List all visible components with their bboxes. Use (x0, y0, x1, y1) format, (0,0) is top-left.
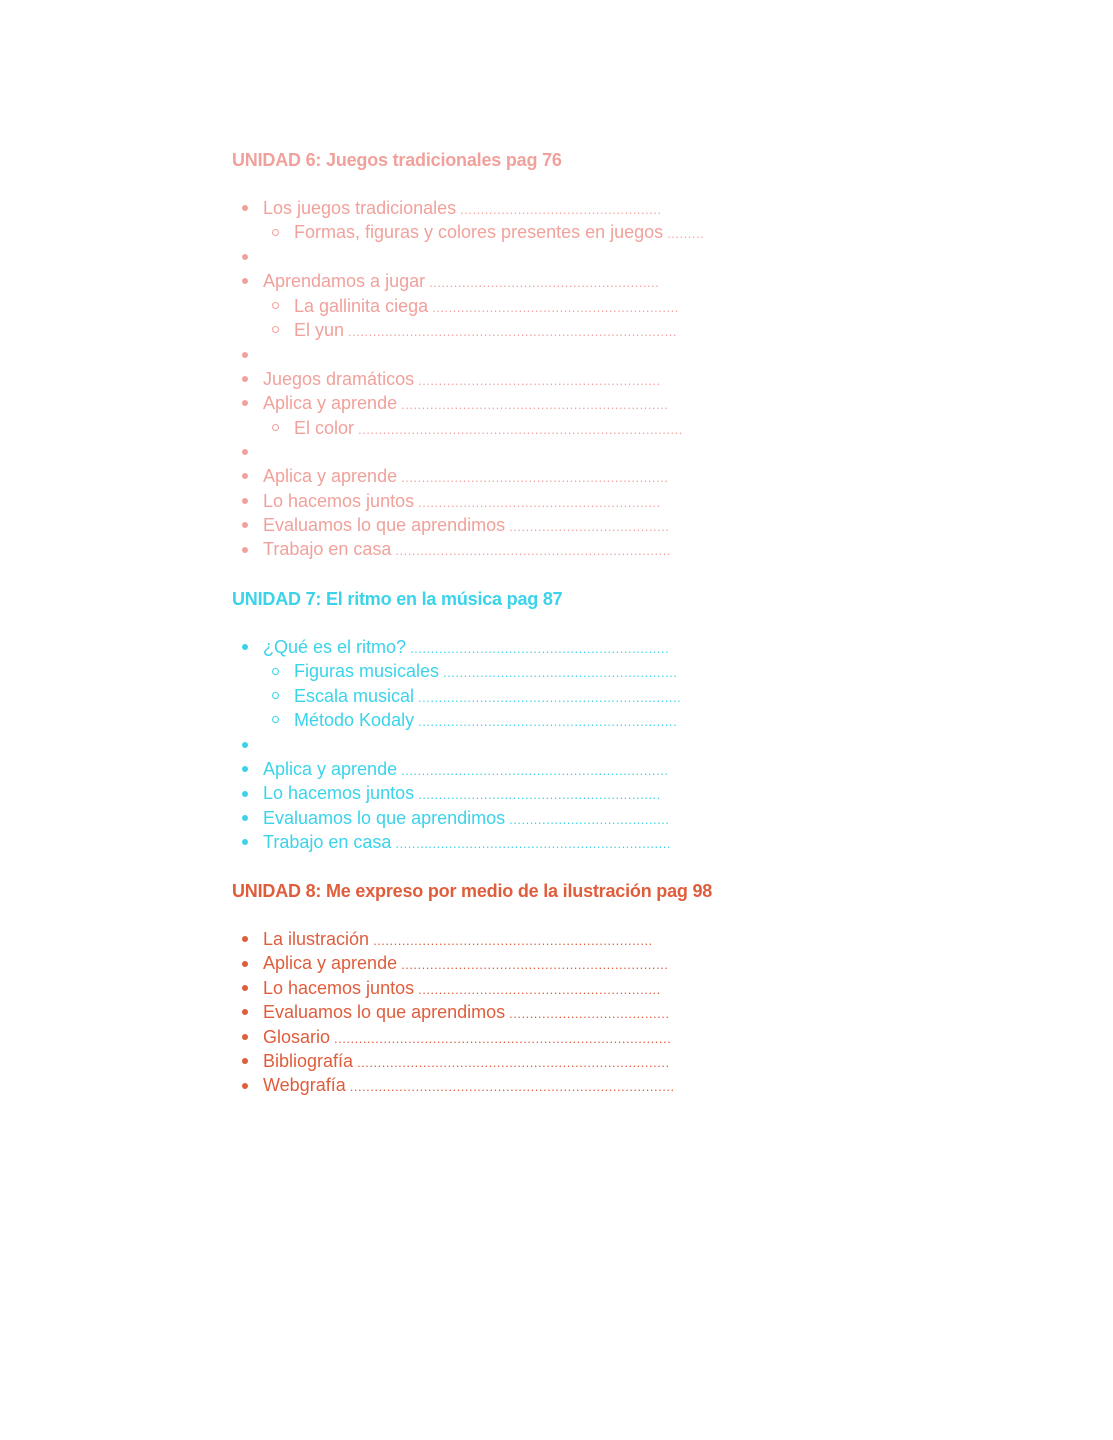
dot-leader: ............................................................ (432, 299, 679, 315)
dot-leader: ............................................................... (410, 641, 670, 656)
item-label: Lo hacemos juntos (263, 977, 415, 998)
bullet-icon (242, 985, 248, 991)
item-label: ¿Qué es el ritmo? (263, 637, 407, 657)
list-item (232, 757, 681, 781)
item-label: Aplica y aprende (263, 953, 398, 974)
item-label: Trabajo en casa (263, 539, 392, 560)
dot-leader: ........................................................... (418, 787, 661, 803)
unit-7-section (232, 587, 752, 853)
dot-leader: .................................................................................. (334, 1030, 672, 1046)
unit-6-section (232, 148, 752, 560)
unit-7-item-list (232, 635, 681, 855)
item-label: Los juegos tradicionales (263, 198, 457, 218)
list-item (232, 537, 704, 561)
item-label: Lo hacemos juntos (263, 490, 415, 511)
list-item (232, 806, 681, 830)
list-item (232, 220, 704, 244)
list-item (232, 464, 704, 488)
item-label: La ilustración (263, 929, 370, 949)
dot-leader: ................................................................. (401, 957, 669, 973)
item-label: Método Kodaly (294, 710, 415, 731)
item-label: Lo hacemos juntos (263, 783, 415, 804)
list-item (232, 367, 704, 391)
item-label: La gallinita ciega (294, 295, 429, 316)
bullet-icon (242, 936, 248, 942)
dot-leader: ............................................................................... (349, 1079, 675, 1095)
item-label: Aprendamos a jugar (263, 271, 426, 292)
item-label: Aplica y aprende (263, 466, 398, 487)
item-label: Juegos dramáticos (263, 368, 415, 389)
bullet-icon (242, 742, 248, 748)
item-label: Escala musical (294, 685, 415, 706)
hollow-bullet-icon (272, 716, 279, 723)
list-item (232, 733, 681, 757)
item-label: Aplica y aprende (263, 393, 398, 414)
dot-leader: ................................................................ (418, 689, 682, 705)
item-label: Trabajo en casa (263, 832, 392, 853)
bullet-icon (242, 254, 248, 260)
list-item (232, 927, 675, 951)
list-item (232, 416, 704, 440)
item-label: Formas, figuras y colores presentes en juegos (294, 222, 664, 243)
dot-leader: ................................................................. (401, 762, 669, 778)
bullet-icon (242, 961, 248, 967)
item-label: Glosario (263, 1026, 331, 1047)
list-item (232, 342, 704, 366)
list-item (232, 1000, 675, 1024)
unit-8-item-list (232, 927, 675, 1098)
dot-leader: ......... (667, 226, 705, 242)
bullet-icon (242, 498, 248, 504)
list-item (232, 659, 681, 683)
dot-leader: .................................................................... (373, 933, 653, 948)
bullet-icon (242, 376, 248, 382)
hollow-bullet-icon (272, 424, 279, 431)
dot-leader: ....................................... (509, 1006, 670, 1022)
bullet-icon (242, 839, 248, 845)
dot-leader: ................................................................................ (348, 323, 677, 339)
dot-leader: ........................................................... (418, 372, 661, 388)
dot-leader: ................................................................... (395, 543, 671, 559)
dot-leader: ....................................... (509, 519, 670, 535)
unit-6-item-list (232, 196, 704, 562)
bullet-icon (242, 1009, 248, 1015)
dot-leader: ........................................................ (429, 275, 660, 291)
list-item (232, 1073, 675, 1097)
dot-leader: ........................................................... (418, 981, 661, 997)
item-label: Aplica y aprende (263, 758, 398, 779)
item-label: Evaluamos lo que aprendimos (263, 1002, 506, 1023)
list-item (232, 269, 704, 293)
item-label: Figuras musicales (294, 661, 440, 682)
unit-6-title: UNIDAD 6: Juegos tradicionales pag 76 (232, 150, 562, 170)
item-label: El color (294, 417, 355, 438)
unit-8-section (232, 879, 752, 1096)
item-label: Bibliografía (263, 1050, 354, 1071)
list-item (232, 318, 704, 342)
hollow-bullet-icon (272, 668, 279, 675)
dot-leader: ............................................................................ (357, 1054, 670, 1070)
unit-7-title: UNIDAD 7: El ritmo en la música pag 87 (232, 589, 563, 609)
list-item (232, 635, 681, 659)
dot-leader: ......................................................... (443, 665, 678, 681)
list-item (232, 440, 704, 464)
bullet-icon (242, 766, 248, 772)
item-label: Evaluamos lo que aprendimos (263, 807, 506, 828)
list-item (232, 1025, 675, 1049)
hollow-bullet-icon (272, 692, 279, 699)
list-item (232, 830, 681, 854)
bullet-icon (242, 449, 248, 455)
item-label: Webgrafía (263, 1075, 346, 1096)
dot-leader: ................................................................. (401, 470, 669, 486)
dot-leader: ................................................................. (401, 397, 669, 413)
bullet-icon (242, 352, 248, 358)
bullet-icon (242, 473, 248, 479)
dot-leader: ................................................. (460, 202, 662, 217)
bullet-icon (242, 1034, 248, 1040)
list-item (232, 196, 704, 220)
bullet-icon (242, 1083, 248, 1089)
list-item (232, 976, 675, 1000)
list-item (232, 294, 704, 318)
bullet-icon (242, 815, 248, 821)
hollow-bullet-icon (272, 326, 279, 333)
item-label: Evaluamos lo que aprendimos (263, 515, 506, 536)
dot-leader: ........................................................... (418, 494, 661, 510)
hollow-bullet-icon (272, 302, 279, 309)
hollow-bullet-icon (272, 229, 279, 236)
dot-leader: ............................................................................... (358, 421, 683, 437)
bullet-icon (242, 1058, 248, 1064)
dot-leader: ....................................... (509, 811, 670, 827)
bullet-icon (242, 644, 248, 650)
list-item (232, 684, 681, 708)
bullet-icon (242, 400, 248, 406)
dot-leader: ................................................................... (395, 836, 671, 852)
bullet-icon (242, 278, 248, 284)
list-item (232, 1049, 675, 1073)
list-item (232, 708, 681, 732)
bullet-icon (242, 791, 248, 797)
bullet-icon (242, 547, 248, 553)
unit-8-title: UNIDAD 8: Me expreso por medio de la ilustración pag 98 (232, 881, 713, 901)
list-item (232, 391, 704, 415)
dot-leader: ............................................................... (418, 714, 678, 730)
list-item (232, 951, 675, 975)
list-item (232, 781, 681, 805)
list-item (232, 513, 704, 537)
list-item (232, 245, 704, 269)
list-item (232, 489, 704, 513)
bullet-icon (242, 205, 248, 211)
bullet-icon (242, 522, 248, 528)
item-label: El yun (294, 319, 345, 340)
